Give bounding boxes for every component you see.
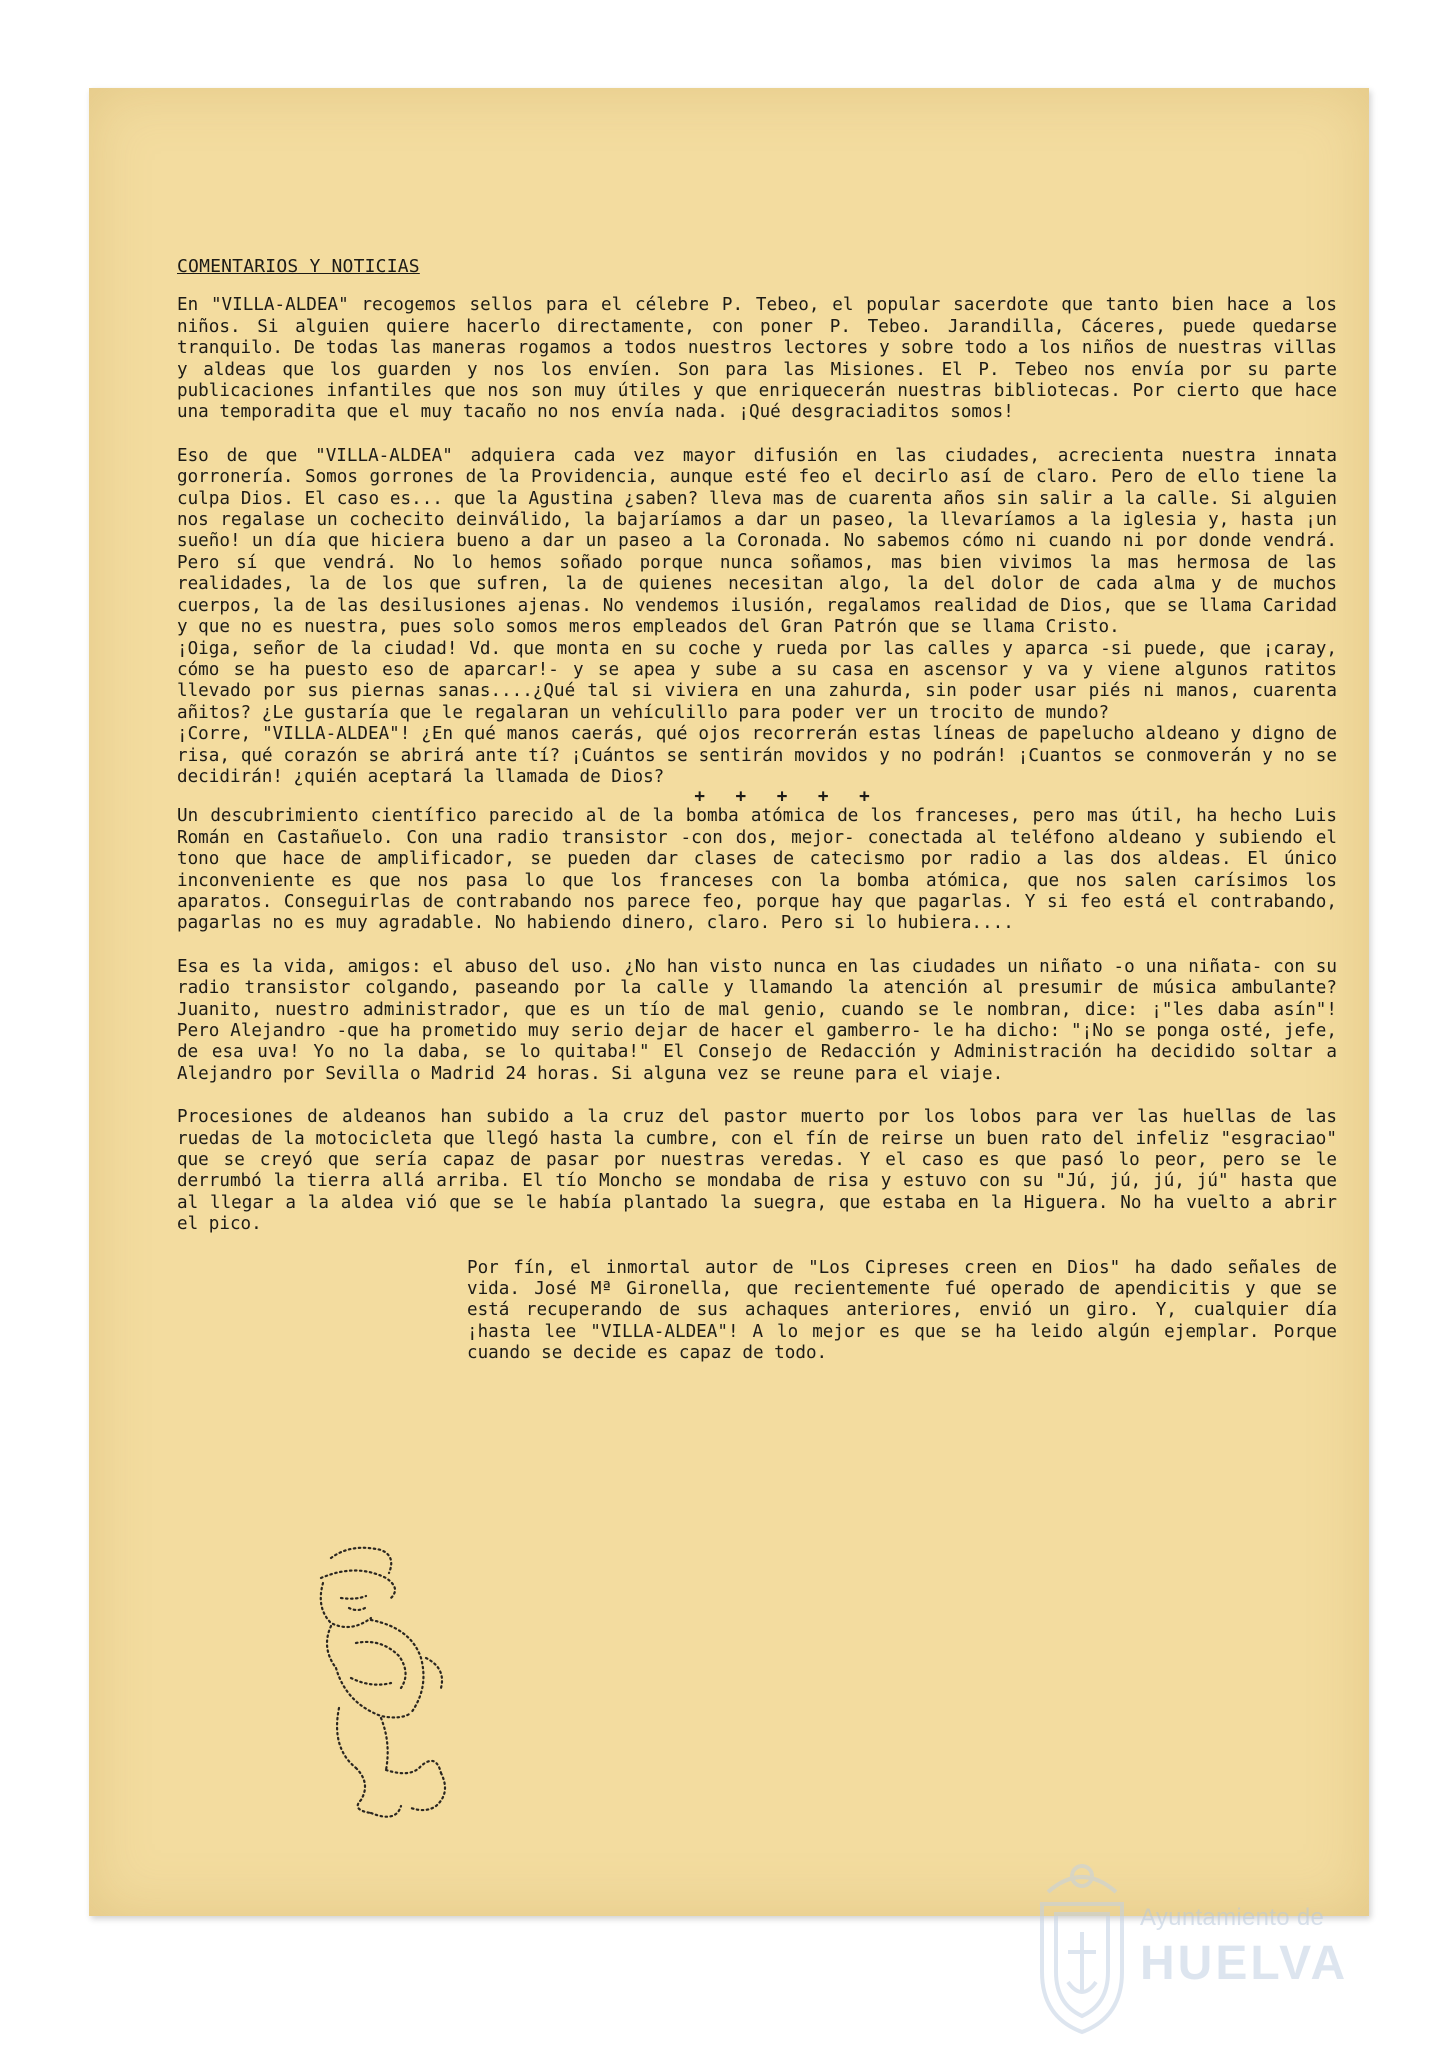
dotted-figure-drawing <box>261 1538 491 1838</box>
paragraph-senor-ciudad: ¡Oiga, señor de la ciudad! Vd. que monta en su coche y rueda por las calles y aparca -si puede, que ¡caray, cómo se ha puesto eso de aparcar!- y se apea y sube a su casa en ascensor y va y viene algunos ratitos llevado por sus piernas sanas....¿Qué tal si viviera en una zahurda, sin poder usar piés ni manos, cuarenta añitos? ¿Le gustaría que le regalaran un vehículillo para poder ver un trocito de mundo? <box>177 638 1337 723</box>
paragraph-sellos: En "VILLA-ALDEA" recogemos sellos para el célebre P. Tebeo, el popular sacerdote que tanto bien hace a los niños. Si alguien quiere hacerlo directamente, con poner P. Tebeo. Jarandilla, Cáceres, puede quedarse tranquilo. De todas las maneras rogamos a todos nuestros lectores y sobre todo a los niños de nuestras villas y aldeas que los guarden y nos los envíen. Son para las Misiones. El P. Tebeo nos envía por su parte publicaciones infantiles que nos son muy útiles y que enriquecerán nuestras bibliotecas. Por cierto que hace una temporadita que el muy tacaño no nos envía nada. ¡Qué desgraciaditos somos! <box>177 295 1337 423</box>
paragraph-gironella: Por fín, el inmortal autor de "Los Cipreses creen en Dios" ha dado señales de vida. José Mª Gironella, que recientemente fué operado de apendicitis y que se está recuperando de sus achaques anteriores, envió un giro. Y, cualquier día ¡hasta lee "VILLA-ALDEA"! A lo mejor es que se ha leido algún ejemplar. Porque cuando se decide es capaz de todo. <box>467 1257 1337 1364</box>
watermark-line1: Ayuntamiento de <box>1140 1904 1325 1931</box>
document-body <box>177 256 1337 1387</box>
paper-sheet <box>89 88 1369 1916</box>
watermark-line2: HUELVA <box>1140 1937 1349 1990</box>
crest-icon <box>1028 1852 1136 2038</box>
figure-block <box>177 1107 1337 1364</box>
separator-crosses: + + + + + <box>694 787 880 808</box>
ayuntamiento-watermark <box>1028 1852 1358 2038</box>
paragraph-vida: Esa es la vida, amigos: el abuso del uso. ¿No han visto nunca en las ciudades un niñato -o una niñata- con su radio transistor colgando, paseando por la calle y llamando la atención al presumir de música ambulante? Juanito, nuestro administrador, que es un tío de mal genio, cuando se le nombran, dice: ¡"les daba asín"! Pero Alejandro -que ha prometido muy serio dejar de hacer el gamberro- le ha dicho: "¡No se ponga osté, jefe, de esa uva! Yo no la daba, se lo quitaba!" El Consejo de Redacción y Administración ha decidido soltar a Alejandro por Sevilla o Madrid 24 horas. Si alguna vez se reune para el viaje. <box>177 956 1337 1084</box>
paragraph-procesiones: Procesiones de aldeanos han subido a la cruz del pastor muerto por los lobos para ver las huellas de las ruedas de la motocicleta que llegó hasta la cumbre, con el fín de reirse un buen rato del infeliz "esgraciao" que se creyó que sería capaz de pasar por nuestras veredas. Y el caso es que pasó lo peor, pero se le derrumbó la tierra allá arriba. El tío Moncho se mondaba de risa y estuvo con su "Jú, jú, jú, jú" hasta que al llegar a la aldea vió que se le había plantado la suegra, que estaba en la Higuera. No ha vuelto a abrir el pico. <box>177 1107 1337 1235</box>
paragraph-gorroneria: Eso de que "VILLA-ALDEA" adquiera cada vez mayor difusión en las ciudades, acrecienta nuestra innata gorronería. Somos gorrones de la Providencia, aunque esté feo el decirlo así de claro. Pero de ello tiene la culpa Dios. El caso es... que la Agustina ¿saben? lleva mas de cuarenta años sin salir a la calle. Si alguien nos regalase un cochecito deinválido, la bajaríamos a dar un paseo, la llevaríamos a la iglesia y, hasta ¡un sueño! un día que hiciera bueno a dar un paseo a la Coronada. No sabemos cómo ni cuando ni por donde vendrá. Pero sí que vendrá. No lo hemos soñado porque nunca soñamos, mas bien vivimos la mas hermosa de las realidades, la de los que sufren, la de quienes necesitan algo, la del dolor de cada alma y de muchos cuerpos, la de las desilusiones ajenas. No vendemos ilusión, regalamos realidad de Dios, que se llama Caridad y que no es nuestra, pues solo somos meros empleados del Gran Patrón que se llama Cristo. <box>177 445 1337 638</box>
paragraph-corre: ¡Corre, "VILLA-ALDEA"! ¿En qué manos caerás, qué ojos recorrerán estas líneas de papelucho aldeano y digno de risa, qué corazón se abrirá ante tí? ¡Cuántos se sentirán movidos y no podrán! ¡Cuantos se conmoverán y no se decidirán! ¿quién aceptará la llamada de Dios? <box>177 724 1337 787</box>
paragraph-radio: Un descubrimiento científico parecido al de la bomba atómica de los franceses, pero mas útil, ha hecho Luis Román en Castañuelo. Con una radio transistor -con dos, mejor- conectada al teléfono aldeano y subiendo el tono que hace de amplificador, se pueden dar clases de catecismo por radio a las dos aldeas. El único inconveniente es que nos pasa lo que los franceses con la bomba atómica, que nos salen carísimos los aparatos. Conseguirlas de contrabando nos parece feo, porque hay que pagarlas. Y si feo está el contrabando, pagarlas no es muy agradable. No habiendo dinero, claro. Pero si lo hubiera.... <box>177 806 1337 934</box>
section-heading: COMENTARIOS Y NOTICIAS <box>177 256 420 277</box>
